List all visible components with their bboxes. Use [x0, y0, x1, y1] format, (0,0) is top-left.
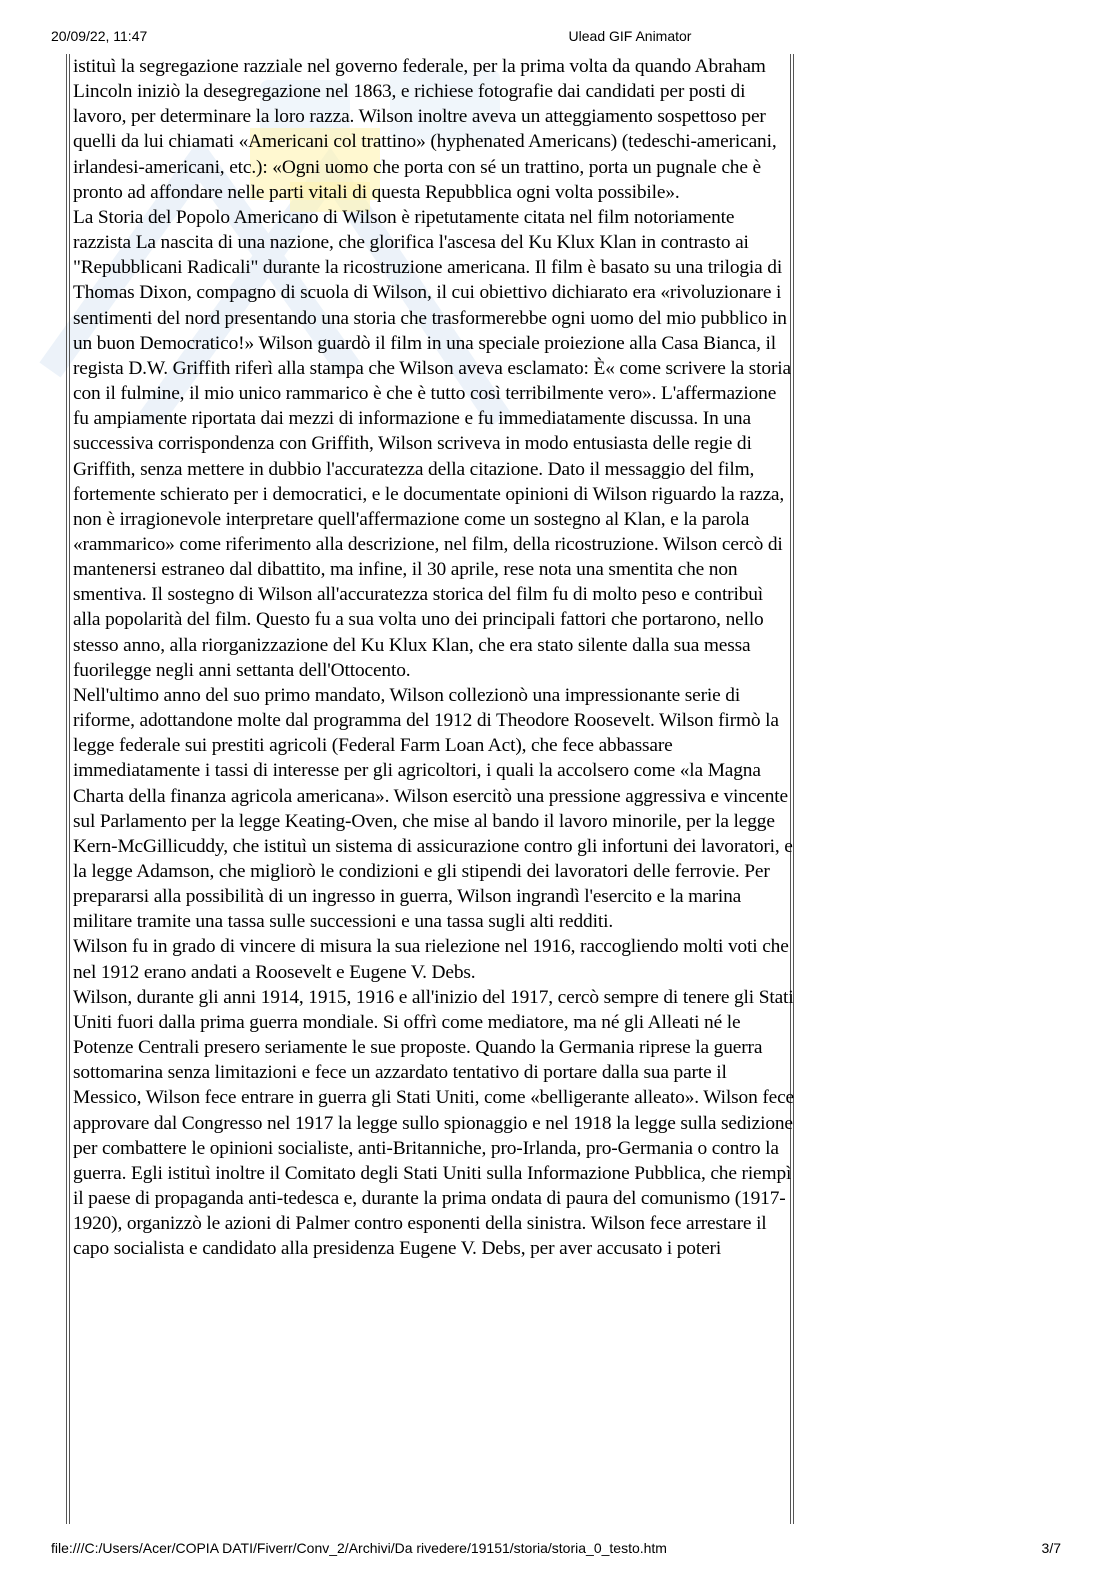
paragraph-4: Wilson fu in grado di vincere di misura la sua rielezione nel 1916, raccogliendo molti voti che nel 1912 erano andati a Roosevelt e Eugene V. Debs.: [73, 936, 789, 983]
paragraph-3: Nell'ultimo anno del suo primo mandato, Wilson collezionò una impressionante serie di riforme, adottandone molte dal programma del 1912 di Theodore Roosevelt. Wilson firmò la legge federale sui prestiti agricoli (Federal Farm Loan Act), che fece abbassare immediatamente i tassi di interesse per gli agricoltori, i quali la accolsero come «la Magna Charta della finanza agricola americana». Wilson esercitò una pressione aggressiva e vincente sul Parlamento per la legge Keating-Oven, che mise al bando il lavoro minorile, per la legge Kern-McGillicuddy, che istituì un sistema di assicurazione contro gli infortuni dei lavoratori, e la legge Adamson, che migliorò le condizioni e gli stipendi dei lavoratori delle ferrovie. Per prepararsi alla possibilità di un ingresso in guerra, Wilson ingrandì l'esercito e la marina militare tramite una tassa sulle successioni e una tassa sugli alti redditi.: [73, 684, 793, 933]
file-path: file:///C:/Users/Acer/COPIA DATI/Fiverr/Conv_2/Archivi/Da rivedere/19151/storia/storia_0_testo.htm: [51, 1540, 667, 1556]
print-date: 20/09/22, 11:47: [51, 28, 148, 44]
paragraph-5: Wilson, durante gli anni 1914, 1915, 1916 e all'inizio del 1917, cercò sempre di tenere gli Stati Uniti fuori dalla prima guerra mondiale. Si offrì come mediatore, ma né gli Alleati né le Potenze Centrali presero seriamente le sue proposte. Quando la Germania riprese la guerra sottomarina senza limitazioni e fece un azzardato tentativo di portare dalla sua parte il Messico, Wilson fece entrare in guerra gli Stati Uniti, come «belligerante alleato». Wilson fece approvare dal Congresso nel 1917 la legge sullo spionaggio e nel 1918 la legge sulla sedizione per combattere le opinioni socialiste, anti-Britanniche, pro-Irlanda, pro-Germania o contro la guerra. Egli istituì inoltre il Comitato degli Stati Uniti sulla Informazione Pubblica, che riempì il paese di propaganda anti-tedesca e, durante la prima ondata di paura del comunismo (1917-1920), organizzò le azioni di Palmer contro esponenti della sinistra. Wilson fece arrestare il capo socialista e candidato alla presidenza Eugene V. Debs, per aver accusato i poteri: [73, 986, 794, 1260]
article-body: [73, 54, 795, 1262]
page-number: 3/7: [1041, 1540, 1061, 1556]
paragraph-2: La Storia del Popolo Americano di Wilson è ripetutamente citata nel film notoriamente razzista La nascita di una nazione, che glorifica l'ascesa del Ku Klux Klan in contrasto ai "Repubblicani Radicali" durante la ricostruzione americana. Il film è basato su una trilogia di Thomas Dixon, compagno di scuola di Wilson, il cui obiettivo dichiarato era «rivoluzionare i sentimenti del nord presentando una storia che trasformerebbe ogni uomo del mio pubblico in un buon Democratico!» Wilson guardò il film in una speciale proiezione alla Casa Bianca, il regista D.W. Griffith riferì alla stampa che Wilson aveva esclamato: È« come scrivere la storia con il fulmine, il mio unico rammarico è che è tutto così terribilmente vero». L'affermazione fu ampiamente riportata dai mezzi di informazione e fu immediatamente discussa. In una successiva corrispondenza con Griffith, Wilson scriveva in modo entusiasta delle regie di Griffith, senza mettere in dubbio l'accuratezza della citazione. Dato il messaggio del film, fortemente schierato per i democratici, e le documentate opinioni di Wilson riguardo la razza, non è irragionevole interpretare quell'affermazione come un sostegno al Klan, e la parola «rammarico» come riferimento alla descrizione, nel film, della ricostruzione. Wilson cercò di mantenersi estraneo dal dibattito, ma infine, il 30 aprile, rese nota una smentita che non smentiva. Il sostegno di Wilson all'accuratezza storica del film fu di molto peso e contribuì alla popolarità del film. Questo fu a sua volta uno dei principali fattori che portarono, nello stesso anno, alla riorganizzazione del Ku Klux Klan, che era stato silente dalla sua messa fuorilegge negli anni settanta dell'Ottocento.: [73, 206, 791, 681]
print-title: Ulead GIF Animator: [568, 28, 692, 44]
paragraph-1: istituì la segregazione razziale nel governo federale, per la prima volta da quando Abraham Lincoln iniziò la desegregazione nel 1863, e richiese fotografie dai candidati per posti di lavoro, per determinare la loro razza. Wilson inoltre aveva un atteggiamento sospettoso per quelli da lui chiamati «Americani col trattino» (hyphenated Americans) (tedeschi-americani, irlandesi-americani, etc.): «Ogni uomo che porta con sé un trattino, porta un pugnale che è pronto ad affondare nelle parti vitali di questa Repubblica ogni volta possibile».: [73, 56, 777, 203]
